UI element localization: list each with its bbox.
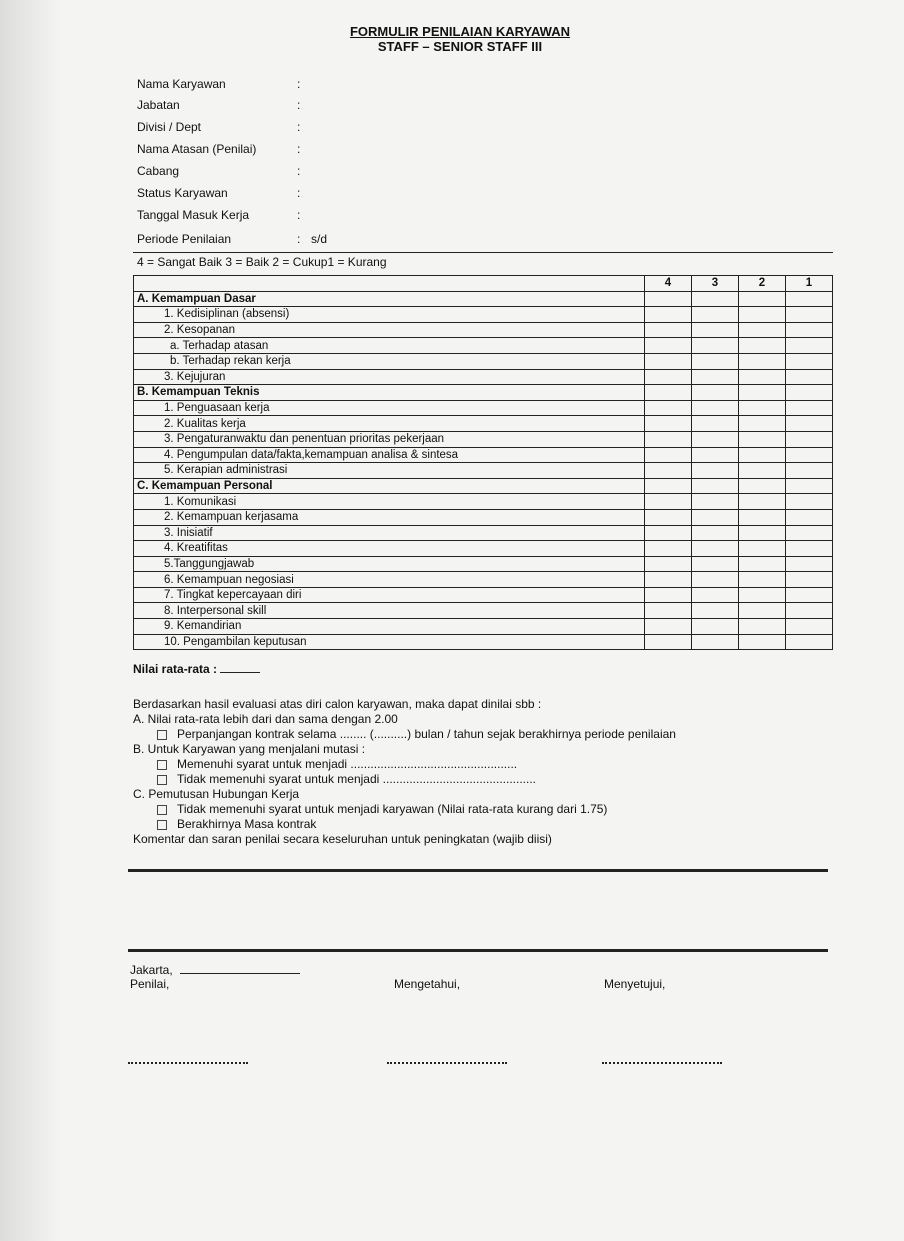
field-nama-karyawan: Nama Karyawan : [137,77,301,91]
average-score [133,662,260,676]
score-cell[interactable] [645,322,692,338]
criteria-row [134,556,833,572]
score-cell[interactable] [692,463,739,479]
criteria-row [134,369,833,385]
score-legend: 4 = Sangat Baik 3 = Baik 2 = Cukup1 = Kurang [137,255,387,269]
option-b-1 [157,757,517,772]
section-title: C. Kemampuan Personal [134,478,645,494]
score-cell[interactable] [739,494,786,510]
score-cell[interactable] [786,494,833,510]
signature-line-menyetujui[interactable] [602,1062,722,1064]
score-cell [692,385,739,401]
score-cell[interactable] [692,494,739,510]
signature-line-mengetahui[interactable] [387,1062,507,1064]
criteria-label: b. Terhadap rekan kerja [134,353,645,369]
section-row [134,385,833,401]
score-cell [692,291,739,307]
score-cell[interactable] [692,353,739,369]
score-cell[interactable] [739,509,786,525]
score-header: 3 [692,276,739,292]
criteria-label: 3. Inisiatif [134,525,645,541]
mengetahui-label: Mengetahui, [394,977,461,991]
score-cell[interactable] [692,587,739,603]
score-cell[interactable] [645,525,692,541]
option-text: Berakhirnya Masa kontrak [177,817,317,831]
score-header-row [134,276,833,292]
criteria-label: 1. Penguasaan kerja [134,400,645,416]
criteria-row [134,587,833,603]
menyetujui-label: Menyetujui, [604,977,666,991]
criteria-label: 5.Tanggungjawab [134,556,645,572]
score-cell[interactable] [739,634,786,650]
score-cell [739,385,786,401]
field-jabatan: Jabatan : [137,98,301,112]
score-cell[interactable] [786,603,833,619]
average-label: Nilai rata-rata : [133,662,218,676]
field-value[interactable]: s/d [311,232,328,246]
criteria-row [134,400,833,416]
criteria-label: 3. Pengaturanwaktu dan penentuan prioritas pekerjaan [134,431,645,447]
score-cell[interactable] [692,603,739,619]
score-cell [645,291,692,307]
score-cell[interactable] [786,338,833,354]
score-cell[interactable] [739,322,786,338]
score-cell[interactable] [645,369,692,385]
score-cell[interactable] [739,338,786,354]
field-periode-penilaian: Periode Penilaian : s/d [137,232,328,246]
criteria-row [134,509,833,525]
score-cell[interactable] [739,369,786,385]
criteria-label: 4. Pengumpulan data/fakta,kemampuan analisa & sintesa [134,447,645,463]
score-cell[interactable] [739,353,786,369]
score-cell[interactable] [692,400,739,416]
score-cell[interactable] [786,525,833,541]
score-cell[interactable] [692,416,739,432]
option-c-2 [157,817,316,832]
criteria-row [134,619,833,635]
score-cell[interactable] [645,431,692,447]
option-b-2 [157,772,536,787]
field-label: Tanggal Masuk Kerja [137,208,250,222]
criteria-label: 4. Kreatifitas [134,541,645,557]
score-cell[interactable] [645,587,692,603]
criteria-label: 9. Kemandirian [134,619,645,635]
criteria-row [134,416,833,432]
score-cell[interactable] [786,369,833,385]
score-cell[interactable] [786,447,833,463]
score-cell[interactable] [786,619,833,635]
field-tanggal-masuk: Tanggal Masuk Kerja : [137,208,301,222]
criteria-label: 1. Komunikasi [134,494,645,510]
comment-line-2[interactable] [128,949,828,952]
score-cell[interactable] [739,400,786,416]
field-nama-atasan: Nama Atasan (Penilai) : [137,142,301,156]
score-cell [739,478,786,494]
criteria-row [134,603,833,619]
option-a-title: A. Nilai rata-rata lebih dari dan sama dengan 2.00 [133,712,398,726]
score-cell[interactable] [739,463,786,479]
score-cell[interactable] [692,322,739,338]
criteria-row [134,353,833,369]
option-c-1 [157,802,607,817]
score-cell[interactable] [739,603,786,619]
option-c-title: C. Pemutusan Hubungan Kerja [133,787,300,801]
form-title-line2: STAFF – SENIOR STAFF III [377,39,543,54]
score-cell[interactable] [786,463,833,479]
score-cell[interactable] [739,619,786,635]
criteria-label: 7. Tingkat kepercayaan diri [134,587,645,603]
criteria-table [133,275,833,650]
field-label: Cabang [137,164,180,178]
score-header: 2 [739,276,786,292]
score-cell[interactable] [692,525,739,541]
score-cell[interactable] [692,541,739,557]
checkbox[interactable] [157,760,167,770]
field-cabang: Cabang : [137,164,301,178]
section-title: B. Kemampuan Teknis [134,385,645,401]
score-cell[interactable] [645,416,692,432]
criteria-label: 2. Kesopanan [134,322,645,338]
score-cell[interactable] [692,307,739,323]
option-b-title: B. Untuk Karyawan yang menjalani mutasi : [133,742,366,756]
criteria-row [134,431,833,447]
score-cell[interactable] [645,572,692,588]
score-cell[interactable] [786,400,833,416]
criteria-label: 5. Kerapian administrasi [134,463,645,479]
signature-line-penilai[interactable] [128,1062,248,1064]
field-label: Divisi / Dept [137,120,202,134]
score-cell[interactable] [692,619,739,635]
score-cell[interactable] [645,338,692,354]
score-cell[interactable] [645,353,692,369]
score-cell[interactable] [645,634,692,650]
score-cell[interactable] [645,307,692,323]
score-cell[interactable] [692,634,739,650]
score-cell[interactable] [645,619,692,635]
score-cell[interactable] [645,603,692,619]
section-title: A. Kemampuan Dasar [134,291,645,307]
score-cell [645,478,692,494]
place-label: Jakarta, [130,963,173,977]
score-cell[interactable] [786,353,833,369]
score-cell[interactable] [692,431,739,447]
criteria-row [134,634,833,650]
score-cell[interactable] [739,572,786,588]
comment-label: Komentar dan saran penilai secara keseluruhan untuk peningkatan (wajib diisi) [133,832,552,846]
option-text: Tidak memenuhi syarat untuk menjadi .............................................. [177,772,537,786]
score-cell[interactable] [739,431,786,447]
field-label: Status Karyawan [137,186,228,200]
score-cell[interactable] [645,400,692,416]
criteria-label: a. Terhadap atasan [134,338,645,354]
score-cell[interactable] [739,416,786,432]
form-title [300,24,620,54]
section-row [134,291,833,307]
criteria-label: 8. Interpersonal skill [134,603,645,619]
score-cell [786,291,833,307]
field-label: Jabatan [137,98,180,112]
field-label: Nama Atasan (Penilai) [137,142,257,156]
criteria-label: 2. Kemampuan kerjasama [134,509,645,525]
penilai-label: Penilai, [130,977,170,991]
score-cell[interactable] [786,634,833,650]
score-cell[interactable] [786,572,833,588]
score-cell[interactable] [645,447,692,463]
evaluation-intro: Berdasarkan hasil evaluasi atas diri calon karyawan, maka dapat dinilai sbb : [133,697,542,711]
criteria-row [134,541,833,557]
score-cell[interactable] [645,494,692,510]
criteria-row [134,463,833,479]
criteria-row [134,447,833,463]
score-cell [739,291,786,307]
criteria-row [134,525,833,541]
criteria-label: 3. Kejujuran [134,369,645,385]
criteria-row [134,572,833,588]
score-cell [786,478,833,494]
criteria-header-cell [134,276,645,292]
signature-penilai [130,963,300,991]
criteria-label: 1. Kedisiplinan (absensi) [134,307,645,323]
option-a-1 [157,727,676,742]
checkbox[interactable] [157,805,167,815]
field-label: Periode Penilaian [137,232,232,246]
section-row [134,478,833,494]
score-cell[interactable] [786,322,833,338]
score-cell[interactable] [739,541,786,557]
form-title-line1: FORMULIR PENILAIAN KARYAWAN [349,24,571,39]
score-cell[interactable] [786,307,833,323]
criteria-label: 2. Kualitas kerja [134,416,645,432]
divider [133,252,833,253]
field-label: Nama Karyawan [137,77,226,91]
score-cell[interactable] [692,338,739,354]
score-header: 1 [786,276,833,292]
checkbox[interactable] [157,820,167,830]
score-cell [645,385,692,401]
score-cell[interactable] [692,572,739,588]
option-text: Perpanjangan kontrak selama ........ (..........) bulan / tahun sejak berakhirnya periode penilaian [177,727,676,741]
score-cell[interactable] [786,416,833,432]
score-cell[interactable] [739,525,786,541]
score-cell[interactable] [692,369,739,385]
average-blank[interactable] [220,672,260,673]
score-cell[interactable] [692,509,739,525]
score-cell[interactable] [739,587,786,603]
field-divisi-dept: Divisi / Dept : [137,120,301,134]
option-text: Memenuhi syarat untuk menjadi .................................................. [177,757,518,771]
option-text: Tidak memenuhi syarat untuk menjadi karyawan (Nilai rata-rata kurang dari 1.75) [177,802,608,816]
criteria-label: 6. Kemampuan negosiasi [134,572,645,588]
score-cell[interactable] [786,431,833,447]
score-cell[interactable] [645,541,692,557]
criteria-row [134,322,833,338]
criteria-row [134,307,833,323]
scan-edge-shadow [0,0,60,1241]
score-cell[interactable] [645,556,692,572]
date-blank[interactable] [180,973,300,974]
score-cell [786,385,833,401]
score-cell[interactable] [645,463,692,479]
checkbox[interactable] [157,775,167,785]
criteria-row [134,494,833,510]
score-cell[interactable] [739,447,786,463]
comment-line-1[interactable] [128,869,828,872]
criteria-row [134,338,833,354]
score-cell[interactable] [692,447,739,463]
score-cell[interactable] [786,587,833,603]
field-status-karyawan: Status Karyawan : [137,186,301,200]
score-cell[interactable] [645,509,692,525]
score-cell[interactable] [786,541,833,557]
score-header: 4 [645,276,692,292]
checkbox[interactable] [157,730,167,740]
score-cell [692,478,739,494]
score-cell[interactable] [739,556,786,572]
score-cell[interactable] [739,307,786,323]
score-cell[interactable] [786,509,833,525]
score-cell[interactable] [786,556,833,572]
score-cell[interactable] [692,556,739,572]
criteria-label: 10. Pengambilan keputusan [134,634,645,650]
